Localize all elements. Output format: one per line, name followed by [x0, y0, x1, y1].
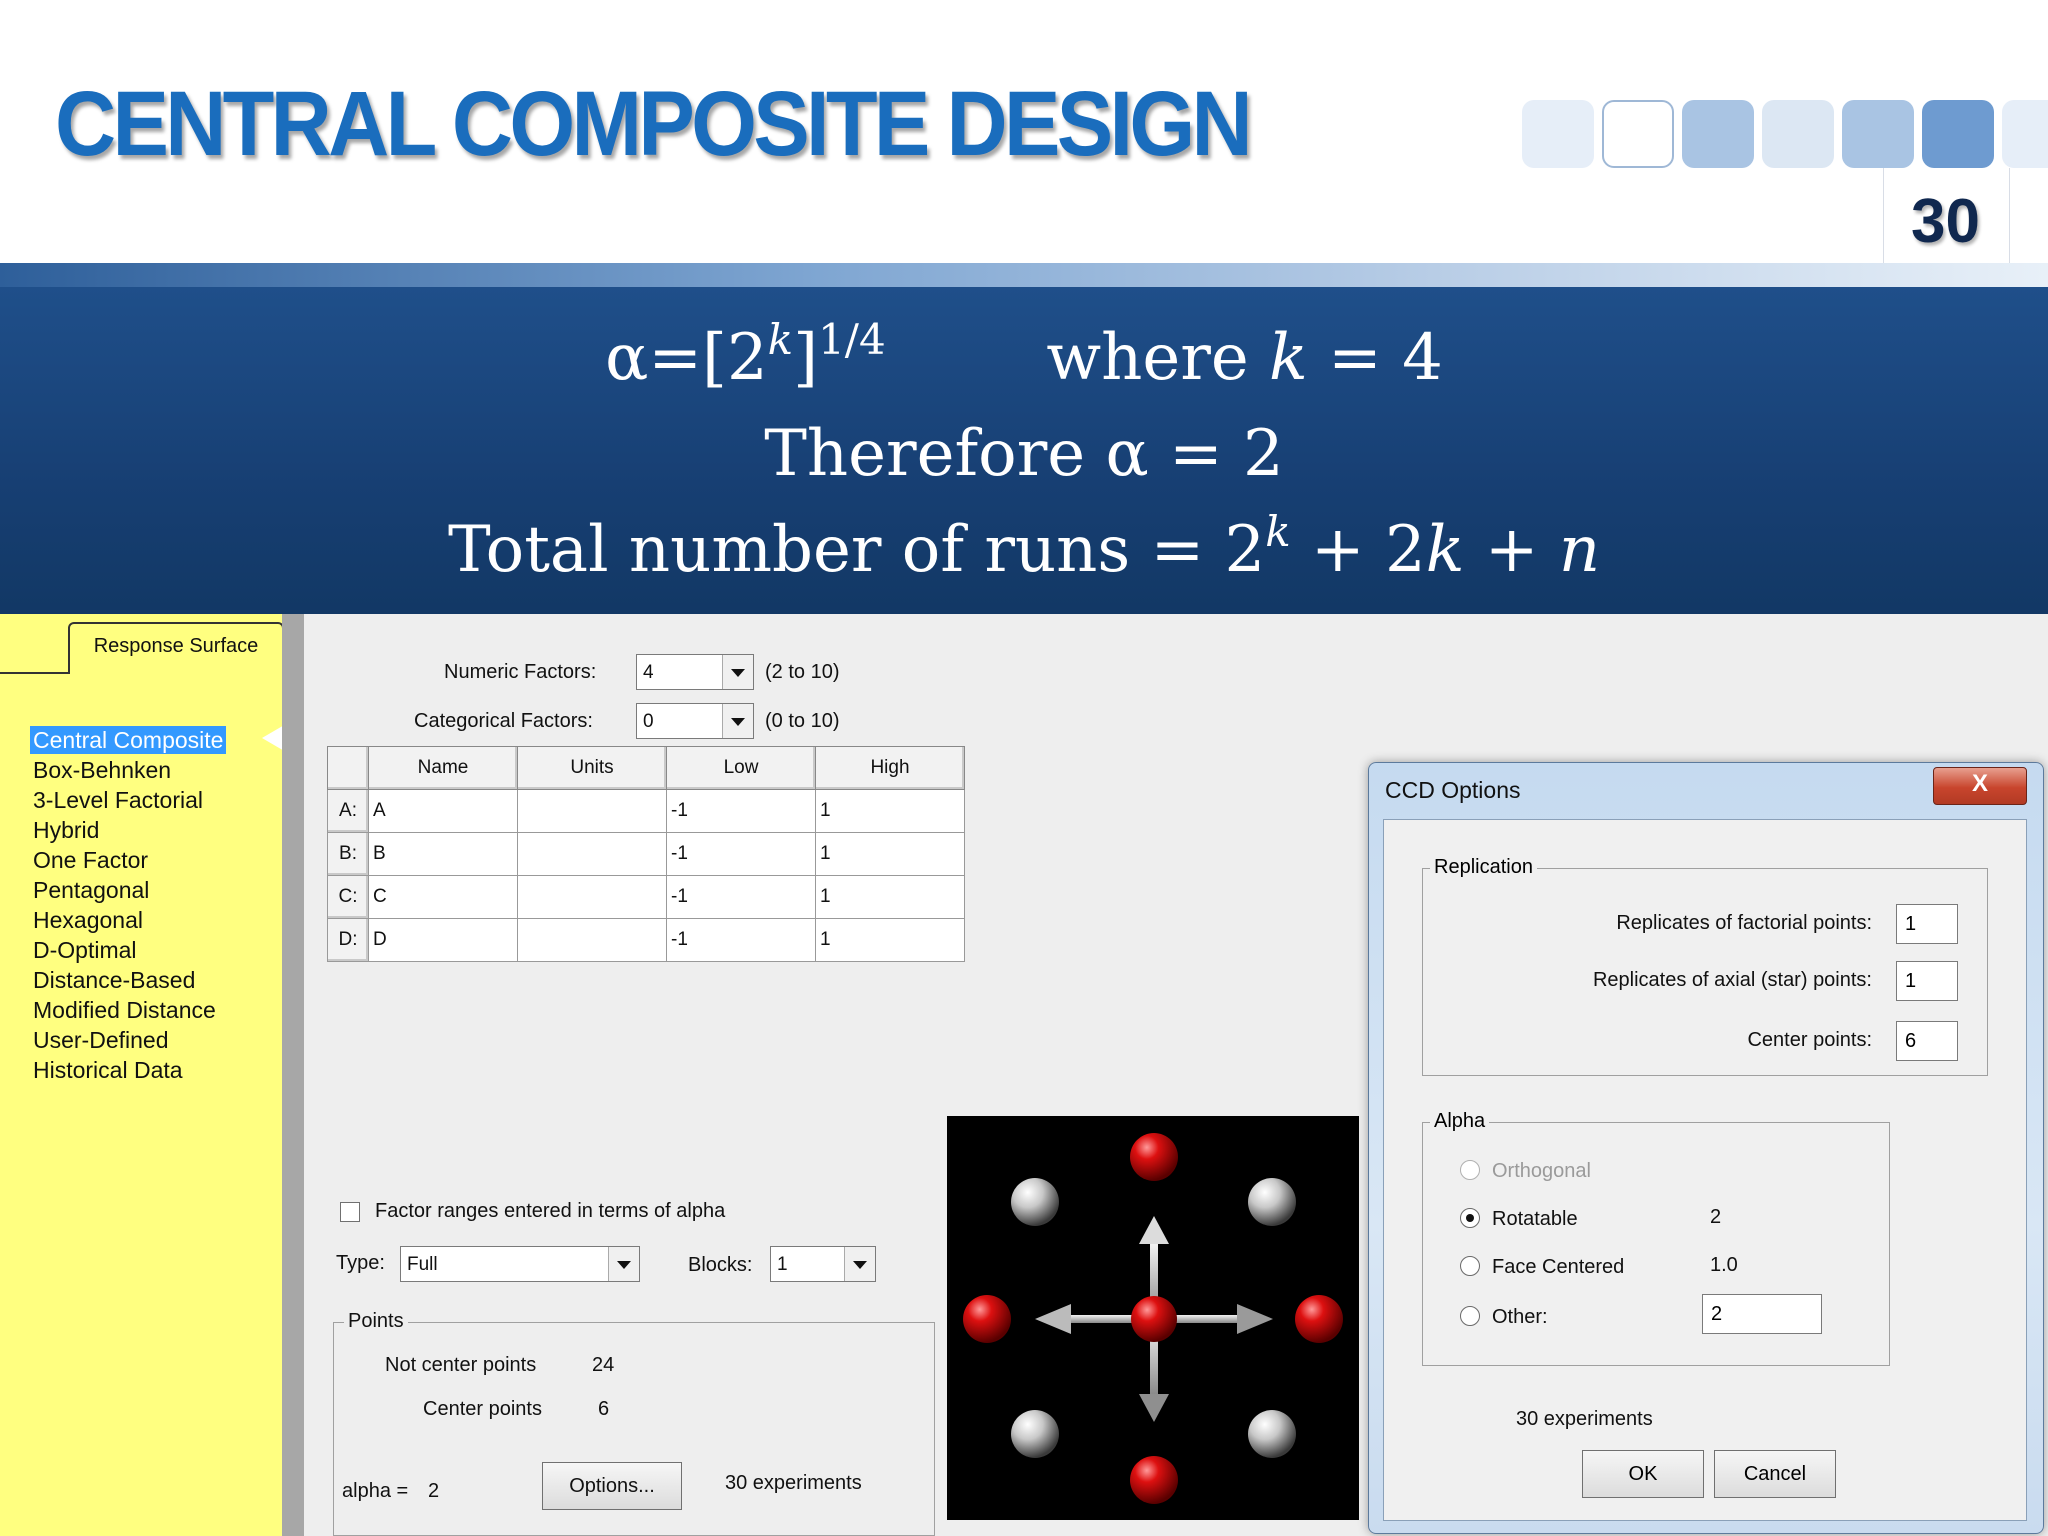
experiments-count: 30 experiments	[725, 1472, 862, 1494]
chevron-down-icon[interactable]	[608, 1247, 639, 1281]
numeric-factors-range: (2 to 10)	[765, 661, 840, 683]
factor-units-cell[interactable]	[518, 790, 667, 833]
axial-point-top	[1130, 1133, 1178, 1181]
chevron-down-icon[interactable]	[844, 1247, 875, 1281]
factor-high-cell[interactable]: 1	[816, 919, 965, 962]
design-item-distance-based[interactable]: Distance-Based	[33, 967, 196, 993]
table-row	[328, 876, 965, 919]
column-header-units: Units	[518, 747, 667, 790]
factor-low-cell[interactable]: -1	[667, 790, 816, 833]
ccd-options-dialog	[1368, 762, 2044, 1534]
design-item-modified-distance[interactable]: Modified Distance	[33, 997, 216, 1023]
design-item-hybrid[interactable]: Hybrid	[33, 817, 100, 843]
factorial-point	[1011, 1410, 1059, 1458]
other-label: Other:	[1492, 1306, 1548, 1328]
column-header-name: Name	[369, 747, 518, 790]
factor-high-cell[interactable]: 1	[816, 790, 965, 833]
axial-point-bottom	[1130, 1456, 1178, 1504]
factor-name-cell[interactable]: C	[369, 876, 518, 919]
design-item-box-behnken[interactable]: Box-Behnken	[33, 757, 172, 783]
face-centered-value: 1.0	[1710, 1254, 1738, 1276]
center-points-label: Center points	[423, 1398, 542, 1420]
dialog-body	[1383, 819, 2027, 1521]
design-type-panel	[0, 614, 282, 1536]
factor-name-cell[interactable]: A	[369, 790, 518, 833]
factor-low-cell[interactable]: -1	[667, 876, 816, 919]
numeric-factors-label: Numeric Factors:	[444, 661, 597, 683]
alpha-label: alpha =	[342, 1480, 409, 1502]
ok-button[interactable]: OK	[1582, 1450, 1704, 1498]
factor-name-cell[interactable]: B	[369, 833, 518, 876]
design-item-central-composite[interactable]: Central Composite	[30, 726, 226, 754]
alpha-ranges-checkbox[interactable]	[340, 1202, 360, 1222]
face-centered-label: Face Centered	[1492, 1256, 1625, 1278]
center-points-value: 6	[598, 1398, 610, 1420]
axial-replicates-label: Replicates of axial (star) points:	[1592, 969, 1872, 991]
rotatable-value: 2	[1710, 1206, 1722, 1228]
dialog-experiments-count: 30 experiments	[1516, 1408, 1653, 1430]
factor-high-cell[interactable]: 1	[816, 833, 965, 876]
type-label: Type:	[336, 1252, 385, 1274]
numeric-factors-select[interactable]: 4	[636, 654, 754, 690]
blocks-select[interactable]: 1	[770, 1246, 876, 1282]
factorial-point	[1248, 1178, 1296, 1226]
factor-low-cell[interactable]: -1	[667, 919, 816, 962]
blocks-label: Blocks:	[688, 1254, 753, 1276]
rotatable-label: Rotatable	[1492, 1208, 1578, 1230]
design-item-3-level-factorial[interactable]: 3-Level Factorial	[33, 787, 204, 813]
row-header: A:	[328, 790, 369, 833]
axial-replicates-input[interactable]: 1	[1896, 961, 1958, 1001]
alpha-value: 2	[428, 1480, 440, 1502]
categorical-factors-label: Categorical Factors:	[414, 710, 593, 732]
factor-name-cell[interactable]: D	[369, 919, 518, 962]
column-header-low: Low	[667, 747, 816, 790]
design-item-pentagonal[interactable]: Pentagonal	[33, 877, 150, 903]
factor-table	[327, 746, 965, 962]
design-item-d-optimal[interactable]: D-Optimal	[33, 937, 137, 963]
options-button[interactable]: Options...	[542, 1462, 682, 1510]
table-header-row	[328, 747, 965, 790]
column-header-high: High	[816, 747, 965, 790]
row-header: B:	[328, 833, 369, 876]
factor-units-cell[interactable]	[518, 919, 667, 962]
close-button[interactable]	[1933, 767, 2027, 805]
factorial-replicates-input[interactable]: 1	[1896, 904, 1958, 944]
axial-point-left	[963, 1295, 1011, 1343]
type-select[interactable]: Full	[400, 1246, 640, 1282]
tab-response-surface[interactable]: Response Surface	[68, 622, 284, 674]
center-points-input[interactable]: 6	[1896, 1021, 1958, 1061]
categorical-factors-range: (0 to 10)	[765, 710, 840, 732]
factorial-point	[1011, 1178, 1059, 1226]
factor-units-cell[interactable]	[518, 876, 667, 919]
page-number: 30	[1911, 187, 1980, 256]
design-item-hexagonal[interactable]: Hexagonal	[33, 907, 143, 933]
table-row	[328, 833, 965, 876]
factor-low-cell[interactable]: -1	[667, 833, 816, 876]
orthogonal-label: Orthogonal	[1492, 1160, 1591, 1182]
design-item-one-factor[interactable]: One Factor	[33, 847, 149, 873]
slide-title: CENTRAL COMPOSITE DESIGN	[55, 73, 1249, 175]
alpha-ranges-label: Factor ranges entered in terms of alpha	[375, 1200, 726, 1222]
where-clause: where k = 4	[1046, 321, 1443, 395]
close-icon: X	[1971, 770, 1988, 797]
factor-high-cell[interactable]: 1	[816, 876, 965, 919]
chevron-down-icon[interactable]	[722, 704, 753, 738]
factor-units-cell[interactable]	[518, 833, 667, 876]
dialog-title: CCD Options	[1385, 777, 1521, 803]
table-row	[328, 919, 965, 962]
other-alpha-input[interactable]: 2	[1702, 1294, 1822, 1334]
not-center-points-value: 24	[592, 1354, 615, 1376]
design-item-historical-data[interactable]: Historical Data	[33, 1057, 183, 1083]
row-header: D:	[328, 919, 369, 962]
formula-band	[0, 287, 2048, 614]
center-point	[1131, 1296, 1177, 1342]
center-points-label: Center points:	[1747, 1029, 1872, 1051]
alpha-formula: $\alpha=[2^k]^{1/4}$	[605, 315, 886, 395]
header-gradient-strip	[0, 263, 2048, 287]
total-runs-line: Total number of runs = $2^k + 2k + n$	[447, 507, 1601, 587]
categorical-factors-select[interactable]: 0	[636, 703, 754, 739]
rotatable-radio[interactable]	[1460, 1208, 1480, 1228]
table-row	[328, 790, 965, 833]
not-center-points-label: Not center points	[385, 1354, 537, 1376]
axial-point-right	[1295, 1295, 1343, 1343]
ccd-design-points-image	[947, 1116, 1359, 1520]
replication-group-label: Replication	[1430, 856, 1537, 879]
design-item-user-defined[interactable]: User-Defined	[33, 1027, 169, 1053]
row-header: C:	[328, 876, 369, 919]
other-radio[interactable]	[1460, 1306, 1480, 1326]
panel-divider	[282, 614, 304, 1536]
therefore-line: Therefore α = 2	[764, 417, 1284, 491]
face-centered-radio[interactable]	[1460, 1256, 1480, 1276]
factorial-point	[1248, 1410, 1296, 1458]
chevron-down-icon[interactable]	[722, 655, 753, 689]
alpha-formula-line	[0, 315, 2048, 395]
points-group-label: Points	[344, 1310, 408, 1333]
cancel-button[interactable]: Cancel	[1714, 1450, 1836, 1498]
factorial-replicates-label: Replicates of factorial points:	[1616, 912, 1872, 934]
alpha-group-label: Alpha	[1430, 1110, 1489, 1133]
orthogonal-radio[interactable]	[1460, 1160, 1480, 1180]
